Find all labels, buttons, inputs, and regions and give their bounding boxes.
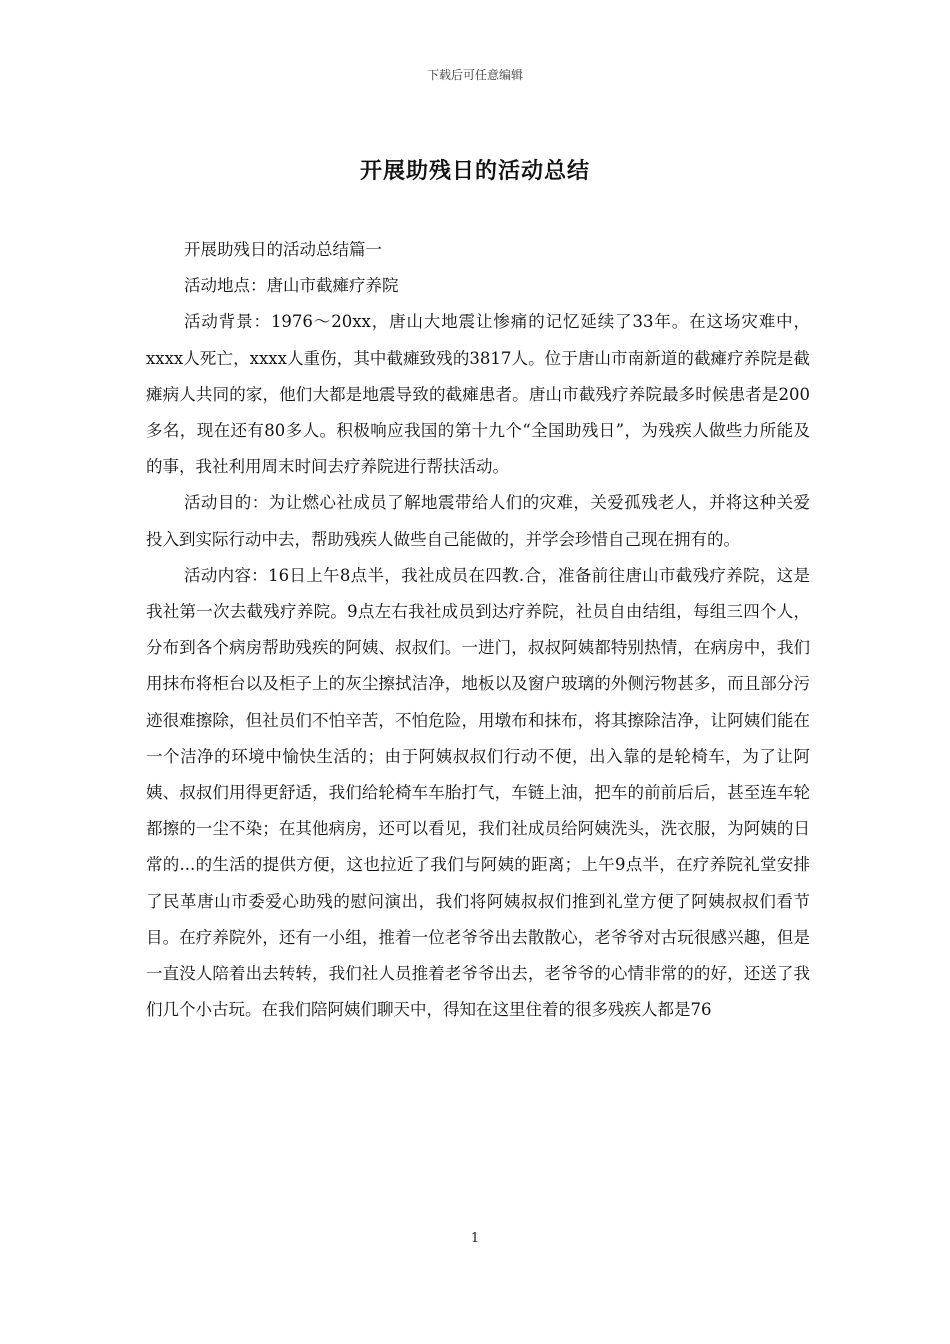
page-number: 1 xyxy=(470,1231,480,1246)
page-header-note: 下载后可任意编辑 xyxy=(426,68,523,82)
paragraph-content: 活动内容：16日上午8点半，我社成员在四教.合，准备前往唐山市截残疗养院，这是我社第一次去截残疗养院。9点左右我社成员到达疗养院，社员自由结组，每组三四个人，分布到各个病房帮助残疾的阿姨、叔叔们。一进门，叔叔阿姨都特别热情，在病房中，我们用抹布将柜台以及柜子上的灰尘擦拭洁净，地板以及窗户玻璃的外侧污物甚多，而且部分污迹很难擦除，但社员们不怕辛苦，不怕危险，用墩布和抹布，将其擦除洁净，让阿姨们能在一个洁净的环境中愉快生活的；由于阿姨叔叔们行动不便，出入靠的是轮椅车，为了让阿姨、叔叔们用得更舒适，我们给轮椅车车胎打气，车链上油，把车的前前后后，甚至连车轮都擦的一尘不染；在其他病房，还可以看见，我们社成员给阿姨洗头，洗衣服，为阿姨的日常的...的生活的提供方便，这也拉近了我们与阿姨的距离；上午9点半，在疗养院礼堂安排了民革唐山市委爱心助残的慰问演出，我们将阿姨叔叔们推到礼堂方便了阿姨叔叔们看节目。在疗养院外，还有一小组，推着一位老爷爷出去散散心，老爷爷对古玩很感兴趣，但是一直没人陪着出去转转，我们社人员推着老爷爷出去，老爷爷的心情非常的的好，还送了我们几个小古玩。在我们陪阿姨们聊天中，得知在这里住着的很多残疾人都是76 xyxy=(146,565,810,1020)
paragraph-background: 活动背景：1976～20xx，唐山大地震让惨痛的记忆延续了33年。在这场灾难中，xxxx人死亡，xxxx人重伤，其中截瘫致残的3817人。位于唐山市南新道的截瘫疗养院是截瘫病人共同的家，他们大都是地震导致的截瘫患者。唐山市截残疗养院最多时候患者是200多名，现在还有80多人。积极响应我国的第十九个“全国助残日”，为残疾人做些力所能及的事，我社利用周末时间去疗养院进行帮扶活动。 xyxy=(146,312,810,477)
document-body xyxy=(146,232,810,1028)
paragraph-purpose: 活动目的：为让燃心社成员了解地震带给人们的灾难，关爱孤残老人，并将这种关爱投入到实际行动中去，帮助残疾人做些自己能做的，并学会珍惜自己现在拥有的。 xyxy=(146,493,810,549)
document-title: 开展助残日的活动总结 xyxy=(359,159,590,184)
section-heading: 开展助残日的活动总结篇一 xyxy=(184,240,382,259)
paragraph-location: 活动地点：唐山市截瘫疗养院 xyxy=(184,276,399,296)
